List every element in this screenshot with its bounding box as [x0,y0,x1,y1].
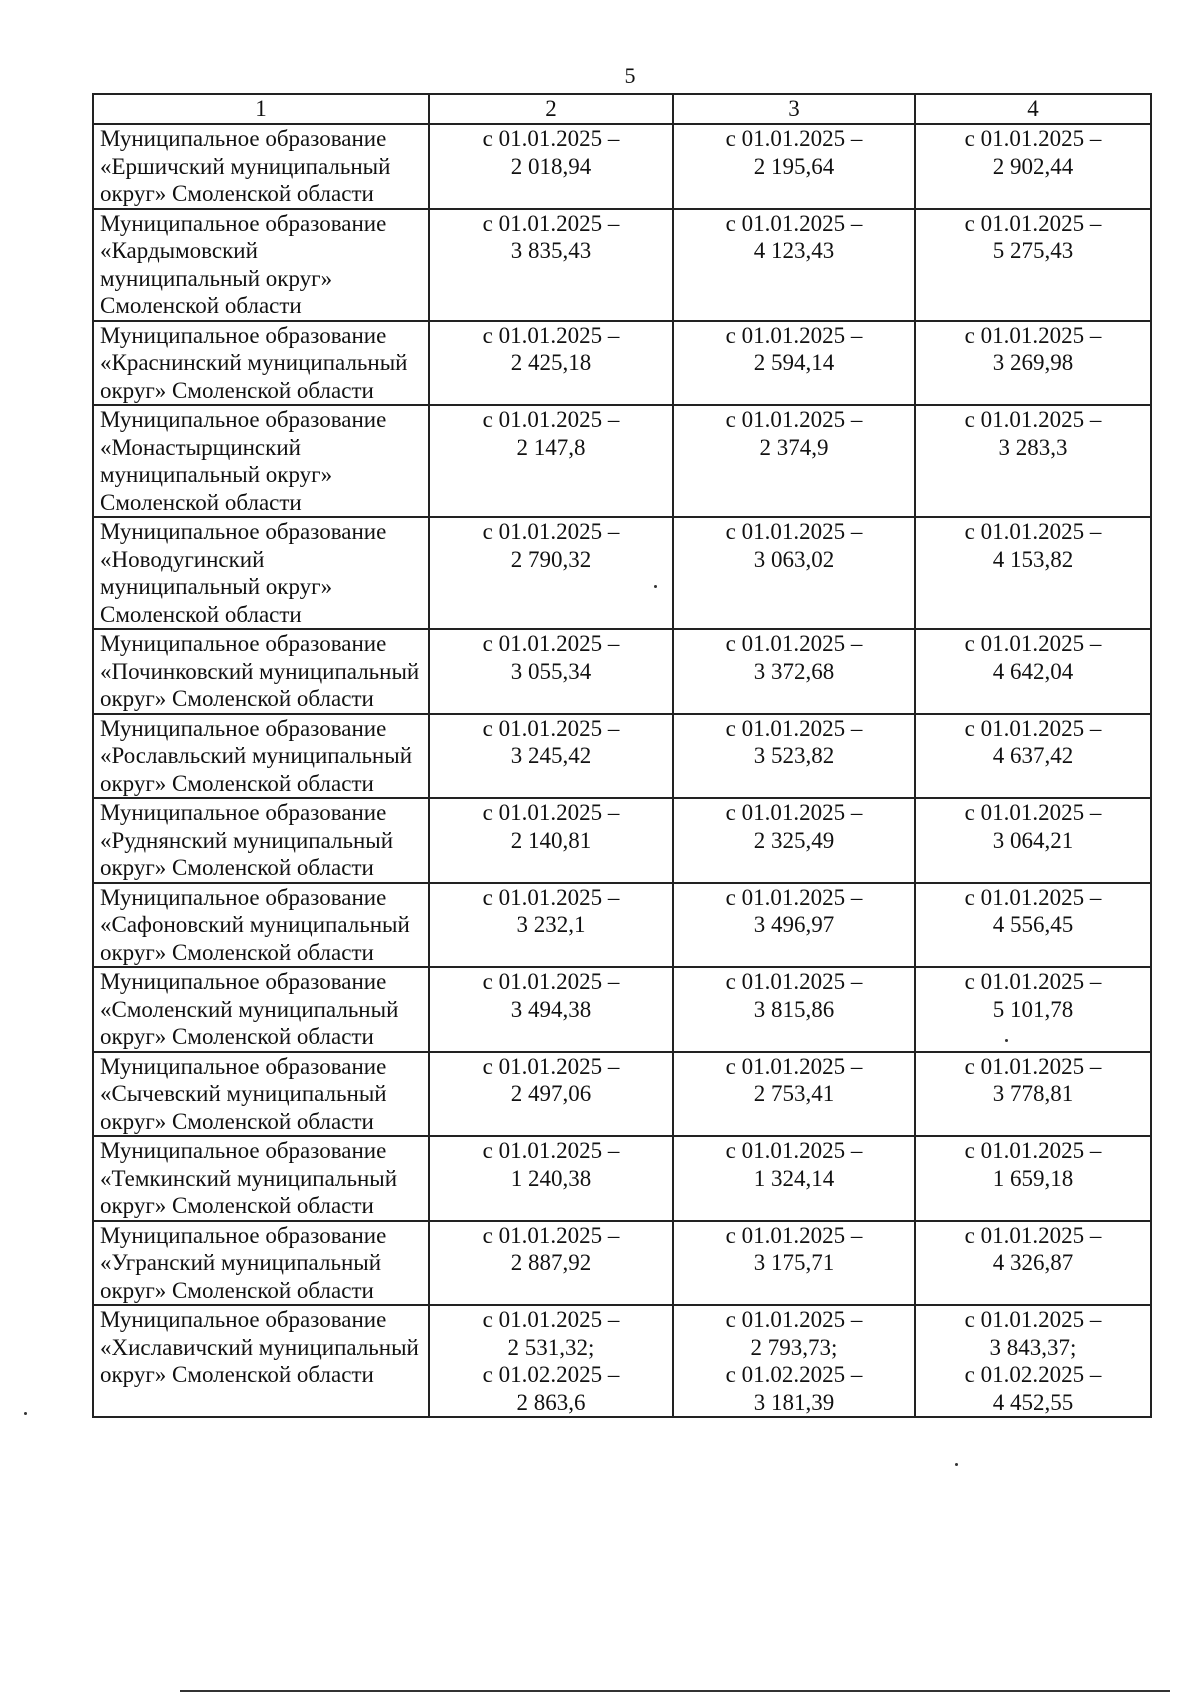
tariff-table [92,93,1152,1418]
scan-speck [24,1412,27,1415]
rate-cell-col3: с 01.01.2025 – 2 195,64 [673,124,915,209]
table-row [93,1305,1151,1417]
table-row [93,1052,1151,1137]
table-row [93,883,1151,968]
header-row [93,94,1151,124]
table-row [93,321,1151,406]
scan-speck [654,585,657,588]
rate-cell-col2: с 01.01.2025 – 2 425,18 [429,321,673,406]
municipality-name-cell: Муниципальное образование «Монастырщинский муниципальный округ» Смоленской области [93,405,429,517]
rate-cell-col4: с 01.01.2025 – 2 902,44 [915,124,1151,209]
rate-cell-col3: с 01.01.2025 – 2 325,49 [673,798,915,883]
table-row [93,967,1151,1052]
column-header-2: 2 [429,94,673,124]
rate-cell-col4: с 01.01.2025 – 3 843,37; с 01.02.2025 – 4 452,55 [915,1305,1151,1417]
rate-cell-col2: с 01.01.2025 – 2 531,32; с 01.02.2025 – 2 863,6 [429,1305,673,1417]
rate-cell-col3: с 01.01.2025 – 2 374,9 [673,405,915,517]
rate-cell-col2: с 01.01.2025 – 3 055,34 [429,629,673,714]
rate-cell-col2: с 01.01.2025 – 2 140,81 [429,798,673,883]
table-header [93,94,1151,124]
table-body [93,124,1151,1417]
rate-cell-col4: с 01.01.2025 – 4 153,82 [915,517,1151,629]
rate-cell-col3: с 01.01.2025 – 2 753,41 [673,1052,915,1137]
table-row [93,629,1151,714]
rate-cell-col4: с 01.01.2025 – 4 556,45 [915,883,1151,968]
municipality-name-cell: Муниципальное образование «Новодугинский муниципальный округ» Смоленской области [93,517,429,629]
municipality-name-cell: Муниципальное образование «Угранский муниципальный округ» Смоленской области [93,1221,429,1306]
rate-cell-col4: с 01.01.2025 – 4 642,04 [915,629,1151,714]
rate-cell-col2: с 01.01.2025 – 3 835,43 [429,209,673,321]
rate-cell-col3: с 01.01.2025 – 3 815,86 [673,967,915,1052]
rate-cell-col4: с 01.01.2025 – 3 064,21 [915,798,1151,883]
rate-cell-col2: с 01.01.2025 – 3 494,38 [429,967,673,1052]
scan-speck [955,1463,958,1466]
municipality-name-cell: Муниципальное образование «Сафоновский муниципальный округ» Смоленской области [93,883,429,968]
page-bottom-rule [180,1690,1170,1692]
scan-speck [1005,1039,1008,1042]
rate-cell-col4: с 01.01.2025 – 4 637,42 [915,714,1151,799]
rate-cell-col4: с 01.01.2025 – 5 101,78 [915,967,1151,1052]
rate-cell-col2: с 01.01.2025 – 1 240,38 [429,1136,673,1221]
rate-cell-col4: с 01.01.2025 – 4 326,87 [915,1221,1151,1306]
municipality-name-cell: Муниципальное образование «Рославльский муниципальный округ» Смоленской области [93,714,429,799]
table-row [93,209,1151,321]
table-row [93,798,1151,883]
municipality-name-cell: Муниципальное образование «Краснинский муниципальный округ» Смоленской области [93,321,429,406]
municipality-name-cell: Муниципальное образование «Ершичский муниципальный округ» Смоленской области [93,124,429,209]
municipality-name-cell: Муниципальное образование «Сычевский муниципальный округ» Смоленской области [93,1052,429,1137]
rate-cell-col3: с 01.01.2025 – 3 496,97 [673,883,915,968]
page-number: 5 [624,63,636,88]
rate-cell-col2: с 01.01.2025 – 2 147,8 [429,405,673,517]
table-row [93,1136,1151,1221]
table-row [93,714,1151,799]
column-header-4: 4 [915,94,1151,124]
rate-cell-col4: с 01.01.2025 – 3 269,98 [915,321,1151,406]
rate-cell-col3: с 01.01.2025 – 3 523,82 [673,714,915,799]
rate-cell-col2: с 01.01.2025 – 3 232,1 [429,883,673,968]
rate-cell-col3: с 01.01.2025 – 3 175,71 [673,1221,915,1306]
table-row [93,405,1151,517]
rate-cell-col4: с 01.01.2025 – 1 659,18 [915,1136,1151,1221]
rate-cell-col3: с 01.01.2025 – 3 063,02 [673,517,915,629]
municipality-name-cell: Муниципальное образование «Кардымовский муниципальный округ» Смоленской области [93,209,429,321]
table-row [93,1221,1151,1306]
municipality-name-cell: Муниципальное образование «Хиславичский муниципальный округ» Смоленской области [93,1305,429,1417]
rate-cell-col4: с 01.01.2025 – 5 275,43 [915,209,1151,321]
rate-cell-col3: с 01.01.2025 – 3 372,68 [673,629,915,714]
municipality-name-cell: Муниципальное образование «Смоленский муниципальный округ» Смоленской области [93,967,429,1052]
rate-cell-col3: с 01.01.2025 – 2 793,73; с 01.02.2025 – 3 181,39 [673,1305,915,1417]
rate-cell-col2: с 01.01.2025 – 2 018,94 [429,124,673,209]
rate-cell-col2: с 01.01.2025 – 2 497,06 [429,1052,673,1137]
rate-cell-col2: с 01.01.2025 – 2 790,32 [429,517,673,629]
column-header-1: 1 [93,94,429,124]
column-header-3: 3 [673,94,915,124]
municipality-name-cell: Муниципальное образование «Темкинский муниципальный округ» Смоленской области [93,1136,429,1221]
rate-cell-col3: с 01.01.2025 – 2 594,14 [673,321,915,406]
table-row [93,124,1151,209]
municipality-name-cell: Муниципальное образование «Руднянский муниципальный округ» Смоленской области [93,798,429,883]
rate-cell-col3: с 01.01.2025 – 4 123,43 [673,209,915,321]
rate-cell-col2: с 01.01.2025 – 2 887,92 [429,1221,673,1306]
rate-cell-col4: с 01.01.2025 – 3 283,3 [915,405,1151,517]
municipality-name-cell: Муниципальное образование «Починковский муниципальный округ» Смоленской области [93,629,429,714]
rate-cell-col4: с 01.01.2025 – 3 778,81 [915,1052,1151,1137]
rate-cell-col3: с 01.01.2025 – 1 324,14 [673,1136,915,1221]
rate-cell-col2: с 01.01.2025 – 3 245,42 [429,714,673,799]
table-row [93,517,1151,629]
